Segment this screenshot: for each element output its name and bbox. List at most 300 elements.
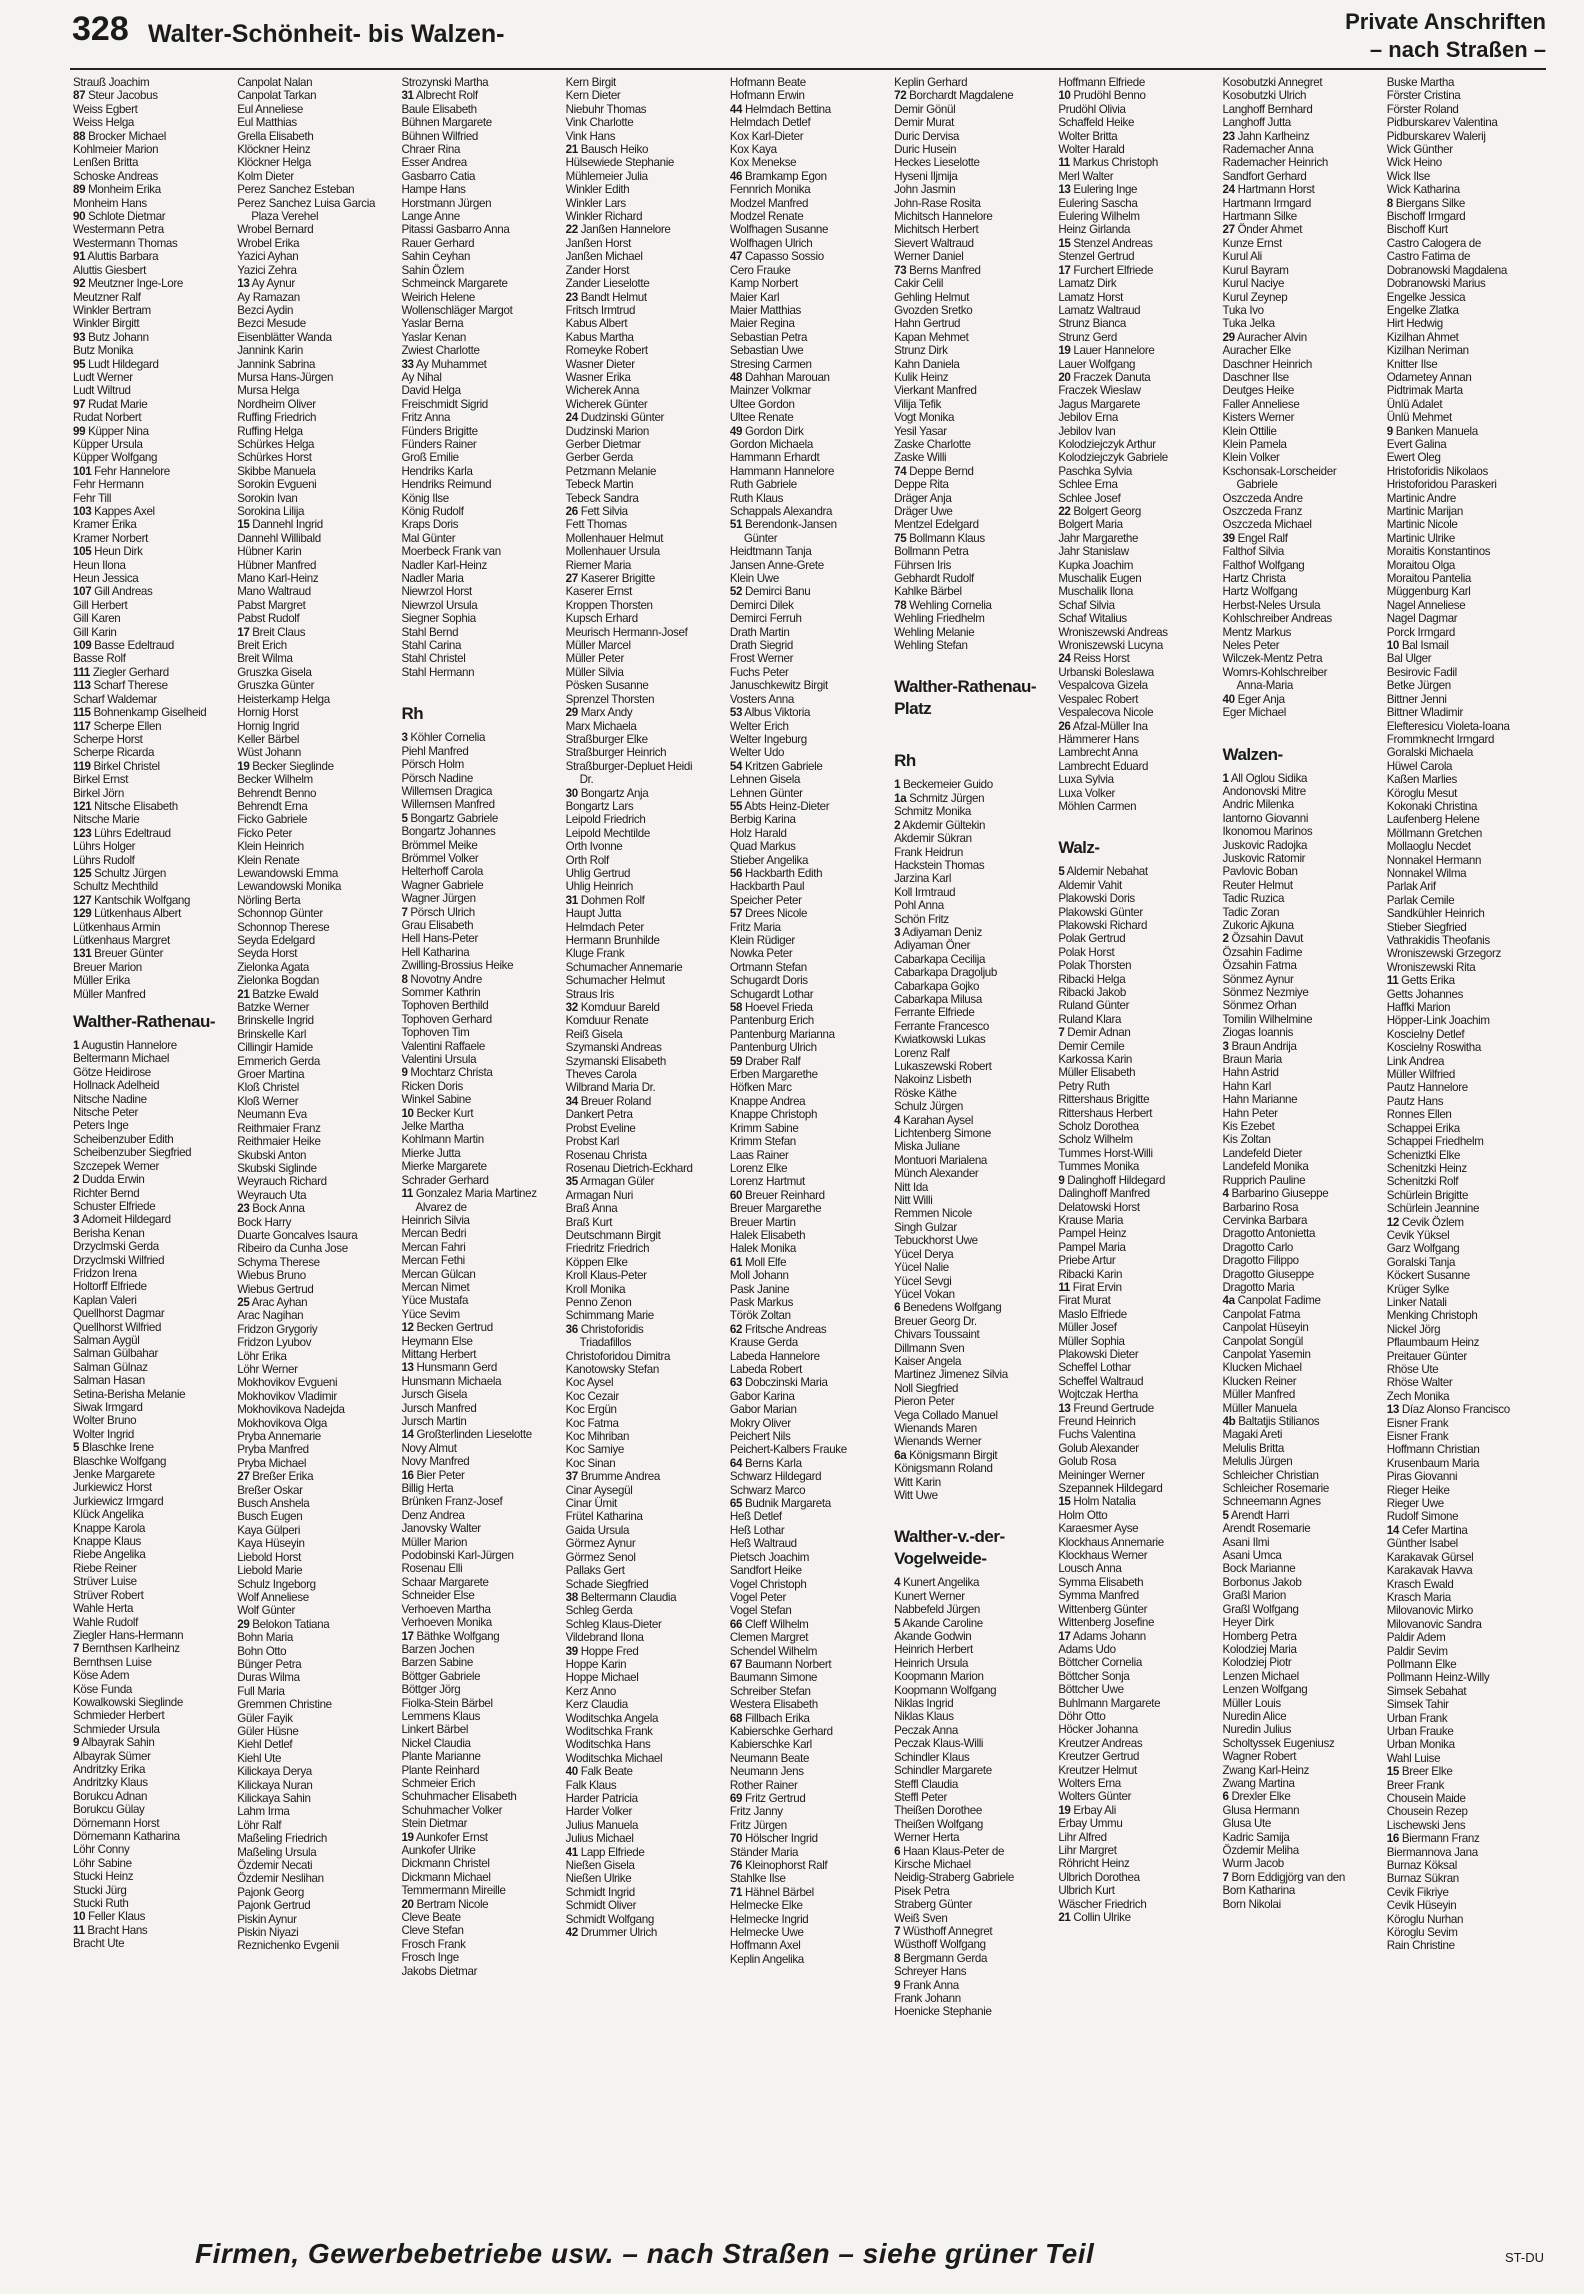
listing-entry: Kaya Hüseyin (237, 1537, 305, 1551)
house-number: 1 (73, 1039, 80, 1053)
listing-entry: Brünken Franz-Josef (401, 1495, 503, 1509)
listing-entry: Krüger Sylke (1386, 1282, 1449, 1296)
listing-entry: Döhr Otto (1058, 1709, 1106, 1723)
listing-entry: 76 Kleinophorst Ralf (729, 1859, 828, 1873)
section-heading (1345, 8, 1546, 64)
listing-entry: 39 Engel Ralf (1222, 531, 1288, 545)
listing-entry: Wagner Jürgen (401, 892, 476, 906)
listing-entry: 9 Dalinghoff Hildegard (1058, 1173, 1166, 1187)
listing-entry: Cinar Aysegül (565, 1483, 633, 1497)
listing-entry: Gabor Karina (729, 1389, 795, 1403)
listing-entry: Fett Thomas (565, 518, 627, 532)
listing-entry: Cevik Hüseyin (1386, 1899, 1457, 1913)
listing-entry: 27 Önder Ahmet (1222, 223, 1303, 237)
spacer (1058, 813, 1216, 827)
listing-entry: Wolf Günter (237, 1604, 296, 1618)
listing-entry: Piehl Manfred (401, 744, 469, 758)
listing-entry: Dobranowski Magdalena (1386, 263, 1508, 277)
listing-entry: Lenzen Wolfgang (1222, 1683, 1308, 1697)
listing-entry: Nowka Peter (729, 947, 793, 961)
listing-entry: Borukcu Adnan (73, 1789, 148, 1803)
listing-entry: Monheim Hans (73, 196, 147, 210)
listing-entry: Kern Dieter (565, 89, 621, 103)
listing-entry: Kunert Werner (894, 1589, 965, 1603)
listing-entry: Canpolat Hüseyin (1222, 1321, 1309, 1335)
listing-entry: Ikonomou Marinos (1222, 825, 1313, 839)
house-number: 73 (894, 263, 907, 277)
listing-entry: Sönmez Aynur (1222, 972, 1294, 986)
street-heading: Walz- (1058, 838, 1100, 858)
listing-entry: Reiß Gisela (565, 1027, 623, 1041)
listing-entry: Keplin Angelika (729, 1952, 804, 1966)
listing-entry: Delatowski Horst (1058, 1200, 1140, 1214)
house-number: 24 (1222, 183, 1235, 197)
listing-entry: Hübner Manfred (237, 558, 317, 572)
listing-entry: Hoenicke Stephanie (894, 2005, 992, 2019)
listing-entry: 17 Breit Claus (237, 625, 306, 639)
listing-entry: Hoffmann Elfriede (1058, 76, 1145, 89)
listing-entry: 5 Arendt Harri (1222, 1508, 1290, 1522)
listing-entry: Schumacher Helmut (565, 974, 665, 988)
listing-entry: Arac Nagihan (237, 1309, 304, 1323)
house-number: 10 (1386, 639, 1399, 653)
house-number: 41 (565, 1845, 578, 1859)
listing-entry: Wehling Melanie (894, 625, 975, 639)
listing-entry: Evert Galina (1386, 437, 1447, 451)
listing-entry: Cabarkapa Dragoljub (894, 966, 998, 980)
listing-entry: Sebastian Petra (729, 330, 808, 344)
header-rule (70, 68, 1546, 70)
listing-entry: Pollmann Elke (1386, 1657, 1457, 1671)
listing-entry: Cinar Ümit (565, 1497, 617, 1511)
listing-entry: Ulbrich Dorothea (1058, 1870, 1140, 1884)
listing-entry: Straberg Günter (894, 1898, 972, 1912)
listing-entry: 14 Großterlinden Lieselotte (401, 1428, 532, 1442)
listing-entry: Kreutzer Andreas (1058, 1736, 1143, 1750)
listing-entry: Westermann Thomas (73, 236, 178, 250)
listing-entry: Lambrecht Anna (1058, 746, 1138, 760)
listing-entry: Kis Zoltan (1222, 1133, 1271, 1147)
listing-entry: Wick Katharina (1386, 183, 1460, 197)
listing-entry: Bongartz Johannes (401, 825, 496, 839)
listing-entry: Werner Herta (894, 1831, 960, 1845)
listing-entry: Meininger Werner (1058, 1468, 1145, 1482)
listing-entry: Kupsch Erhard (565, 612, 638, 626)
listing-entry: Lütkenhaus Armin (73, 920, 161, 934)
house-number: 21 (237, 987, 250, 1001)
house-number: 4a (1222, 1294, 1235, 1308)
listing-entry: Pidtrimak Marta (1386, 384, 1463, 398)
listing-entry: Hahn Marianne (1222, 1093, 1298, 1107)
house-number: 129 (73, 907, 92, 921)
listing-entry: Hunsmann Michaela (401, 1374, 502, 1388)
listing-entry: Wasner Dieter (565, 357, 635, 371)
listing-entry: Vespalec Robert (1058, 692, 1139, 706)
listing-entry: 15 Stenzel Andreas (1058, 236, 1153, 250)
listing-entry: 107 Gill Andreas (73, 585, 153, 599)
listing-entry: Siegner Sophia (401, 612, 476, 626)
listing-entry: Holm Otto (1058, 1508, 1108, 1522)
listing-entry: Vespalecova Nicole (1058, 706, 1154, 720)
listing-entry: 26 Fett Silvia (565, 505, 628, 518)
listing-entry: Becker Wilhelm (237, 773, 313, 787)
listing-entry: Schugardt Doris (729, 974, 808, 988)
listing-entry: 2 Özsahin Davut (1222, 932, 1304, 946)
spacer (894, 726, 1052, 740)
listing-entry: Ferrante Elfriede (894, 1006, 975, 1020)
listing-entry: Borbonus Jakob (1222, 1575, 1302, 1589)
listing-entry: Zwiest Charlotte (401, 344, 480, 358)
listing-entry: Mollenhauer Helmut (565, 531, 664, 545)
listing-entry: Heckes Lieselotte (894, 156, 980, 170)
listing-entry: 109 Basse Edeltraud (73, 639, 174, 653)
listing-entry: Martinic Ulrike (1386, 531, 1455, 545)
house-number: 8 (401, 972, 408, 986)
listing-entry: Müller Manfred (1222, 1388, 1295, 1402)
listing-entry: 32 Komduur Bareld (565, 1001, 660, 1015)
listing-entry: Gruszka Günter (237, 679, 315, 693)
listing-entry: 31 Dohmen Rolf (565, 893, 645, 907)
listing-entry: 19 Erbay Ali (1058, 1803, 1116, 1817)
listing-entry: 15 Dannehl Ingrid (237, 518, 323, 532)
listing-entry: Bühnen Wilfried (401, 129, 479, 143)
listing-entry: Schlee Erna (1058, 478, 1118, 492)
listing-entry: 13 Ay Aynur (237, 277, 295, 291)
listing-entry: Schade Siegfried (565, 1577, 649, 1591)
listing-entry: 20 Bertram Nicole (401, 1897, 489, 1911)
house-number: 10 (73, 1910, 86, 1924)
listing-entry: Meutzner Ralf (73, 290, 141, 304)
listing-entry: Dobranowski Marius (1386, 277, 1486, 291)
listing-entry: Jelke Martha (401, 1120, 464, 1134)
house-number: 95 (73, 357, 86, 371)
listing-entry: Fridzon Irena (73, 1266, 137, 1280)
listing-entry: Wahle Herta (73, 1602, 134, 1616)
house-number: 17 (237, 625, 250, 639)
listing-entry: Wolter Harald (1058, 143, 1125, 157)
listing-entry: Parlak Cemile (1386, 893, 1455, 907)
listing-entry: Kolodziej Piotr (1222, 1656, 1292, 1670)
listing-entry: Tuka Jelka (1222, 317, 1275, 331)
house-number: 23 (565, 290, 578, 304)
listing-entry: Luxa Volker (1058, 786, 1116, 800)
listing-entry: Höfken Marc (729, 1081, 792, 1095)
house-number: 35 (565, 1175, 578, 1189)
house-number: 1 (894, 778, 901, 792)
listing-entry: Koc Mihriban (565, 1430, 630, 1444)
listing-entry: Ribacki Jakob (1058, 986, 1126, 999)
listing-entry: Horstmann Jürgen (401, 196, 492, 210)
listing-entry: Pidburskarev Walerij (1386, 129, 1486, 143)
listing-entry: Lewandowski Emma (237, 866, 338, 880)
house-number: 99 (73, 424, 86, 438)
listing-column (727, 76, 891, 2232)
listing-entry: Ruland Klara (1058, 1012, 1122, 1026)
listing-entry: 10 Bal Ismail (1386, 639, 1449, 653)
listing-entry: Pajonk Georg (237, 1885, 304, 1899)
listing-entry: Sönmez Orhan (1222, 999, 1297, 1013)
listing-entry: Zander Lieselotte (565, 277, 650, 291)
listing-entry: Mokhovikov Vladimir (237, 1389, 337, 1403)
listing-entry: Dalinghoff Manfred (1058, 1187, 1150, 1201)
house-number: 15 (237, 518, 250, 532)
listing-entry: Schneider Else (401, 1589, 475, 1603)
house-number: 16 (1386, 1832, 1399, 1846)
listing-entry: Hyseni Iljmija (894, 169, 958, 183)
listing-entry: Lehnen Günter (729, 786, 803, 800)
house-number: 27 (237, 1470, 250, 1484)
listing-entry: Günther Isabel (1386, 1537, 1458, 1551)
house-number: 5 (894, 1616, 901, 1630)
listing-entry: Niewrzol Ursula (401, 598, 478, 612)
listing-entry: Niebuhr Thomas (565, 102, 647, 116)
house-number: 57 (729, 907, 743, 921)
listing-entry: Tophoven Gerhard (401, 1012, 492, 1026)
listing-entry: Woditschka Michael (565, 1751, 663, 1765)
listing-entry: Gaida Ursula (565, 1523, 630, 1537)
listing-entry: Weiß Sven (894, 1911, 948, 1925)
listing-entry: Neles Peter (1222, 639, 1280, 653)
listing-entry: Ultee Gordon (729, 397, 795, 411)
listing-entry: Lihr Alfred (1058, 1830, 1107, 1844)
listing-entry: Oszczeda Michael (1222, 518, 1312, 532)
listing-entry: Kreutzer Helmut (1058, 1763, 1137, 1777)
listing-entry: Jagus Margarete (1058, 397, 1141, 411)
listing-entry: Lehnen Gisela (729, 773, 801, 787)
street-heading: Rh (894, 751, 916, 771)
listing-entry: Canpolat Songül (1222, 1334, 1304, 1348)
listing-entry: 46 Bramkamp Egon (729, 169, 827, 183)
listing-entry: Eulering Wilhelm (1058, 210, 1140, 224)
listing-entry: Andritzky Erika (73, 1762, 146, 1776)
listing-entry: Hirt Hedwig (1386, 317, 1443, 331)
listing-entry: Wehling Friedhelm (894, 612, 985, 626)
listing-entry: Deutschmann Birgit (565, 1228, 661, 1242)
listing-entry: Röske Käthe (894, 1086, 957, 1100)
listing-entry: Krasch Ewald (1386, 1577, 1454, 1591)
listing-entry: Polak Gertrud (1058, 932, 1126, 946)
listing-entry: Bock Marianne (1222, 1562, 1296, 1576)
listing-entry: 5 Aldemir Nebahat (1058, 865, 1148, 879)
listing-entry: Mano Karl-Heinz (237, 572, 319, 586)
listing-entry: Peichert-Kalbers Frauke (729, 1443, 847, 1457)
listing-entry: Kahn Daniela (894, 357, 960, 371)
listing-entry: Dragotto Maria (1222, 1280, 1295, 1294)
listing-entry: Güler Fayik (237, 1711, 293, 1725)
listing-entry: Cabarkapa Gojko (894, 979, 980, 993)
spacer (894, 1502, 1052, 1516)
listing-entry: Burnaz Sükran (1386, 1872, 1459, 1886)
listing-column (234, 76, 398, 2232)
listing-entry: Pörsch Nadine (401, 771, 473, 785)
listing-entry: Vink Hans (565, 129, 616, 143)
listing-entry: Lorenz Hartmut (729, 1175, 805, 1189)
listing-entry: 91 Aluttis Barbara (73, 250, 159, 264)
listing-entry: Münch Alexander (894, 1167, 979, 1181)
listing-entry: Sandfort Gerhard (1222, 169, 1307, 183)
listing-entry: Lousch Anna (1058, 1562, 1122, 1576)
listing-entry: Hollnack Adelheid (73, 1079, 160, 1093)
listing-entry: Basse Rolf (73, 652, 126, 666)
listing-entry: Koopmann Wolfgang (894, 1683, 997, 1697)
house-number: 7 (73, 1642, 80, 1656)
listing-entry: 63 Dobczinski Maria (729, 1376, 828, 1390)
listing-entry: Adiyaman Öner (894, 939, 971, 953)
listing-entry: 4b Baltatjis Stilianos (1222, 1415, 1320, 1428)
house-number: 11 (1386, 974, 1399, 988)
listing-entry: 97 Rudat Marie (73, 397, 148, 411)
listing-entry: 37 Brumme Andrea (565, 1470, 660, 1484)
listing-entry: 40 Eger Anja (1222, 692, 1285, 706)
listing-entry: Nabbefeld Jürgen (894, 1603, 981, 1617)
listing-entry: 2 Dudda Erwin (73, 1173, 145, 1187)
listing-entry: Sprenzel Thorsten (565, 692, 655, 706)
listing-entry: Paldir Adem (1386, 1631, 1446, 1645)
listing-entry: 29 Auracher Alvin (1222, 330, 1307, 344)
listing-entry: Symma Elisabeth (1058, 1575, 1144, 1589)
listing-entry: Pavlovic Boban (1222, 865, 1298, 879)
listing-entry: Köroglu Sevim (1386, 1926, 1458, 1940)
listing-entry: Kohlschreiber Andreas (1222, 612, 1332, 626)
listing-entry: 53 Albus Viktoria (729, 706, 811, 720)
listing-entry: Heun Ilona (73, 558, 126, 572)
house-number: 75 (894, 531, 907, 545)
listing-entry: Sönmez Nezmiye (1222, 986, 1309, 999)
house-number: 11 (401, 1187, 413, 1201)
house-number: 42 (565, 1926, 578, 1940)
listing-entry: Schmitz Monika (894, 805, 972, 819)
listing-entry: Probst Karl (565, 1135, 620, 1149)
listing-entry: Juskovic Ratomir (1222, 851, 1306, 865)
listing-entry: Hendriks Reimund (401, 478, 492, 492)
listing-entry: Wolf Anneliese (237, 1590, 309, 1604)
listing-column (563, 76, 727, 2232)
listing-entry: Klein Uwe (729, 572, 779, 586)
listing-entry: Polak Horst (1058, 945, 1115, 959)
listing-entry: Salman Gülnaz (73, 1360, 148, 1374)
listing-entry: Sandfort Heike (729, 1564, 802, 1578)
listing-entry: 115 Bohnenkamp Giselheid (73, 706, 207, 720)
listing-entry: Schmeier Erich (401, 1776, 476, 1790)
listing-entry: Deutges Heike (1222, 384, 1295, 398)
listing-entry: Hartz Christa (1222, 572, 1286, 586)
house-number: 65 (729, 1497, 743, 1511)
house-number: 5 (401, 811, 408, 825)
listing-entry: Klein Heinrich (237, 840, 304, 854)
listing-entry: Akande Godwin (894, 1630, 972, 1644)
listing-entry: Welter Ingeburg (729, 732, 807, 746)
listing-entry: Falthof Wolfgang (1222, 558, 1305, 572)
listing-entry: 3 Braun Andrija (1222, 1039, 1297, 1053)
listing-entry: Hübner Karin (237, 545, 302, 559)
listing-entry: 111 Ziegler Gerhard (73, 665, 169, 679)
listing-entry: Ficko Gabriele (237, 813, 308, 827)
house-number: 13 (1386, 1403, 1399, 1417)
listing-entry: Förster Cristina (1386, 89, 1461, 103)
house-number: 90 (73, 210, 86, 224)
house-number: 8 (894, 1951, 901, 1965)
listing-entry: Kis Ezebet (1222, 1120, 1275, 1134)
listing-entry: Januschkewitz Birgit (729, 679, 828, 693)
listing-entry: Jannink Sabrina (237, 357, 316, 371)
listing-entry: 123 Lührs Edeltraud (73, 826, 171, 840)
listing-entry: Bühnen Margarete (401, 116, 492, 130)
listing-entry: Rudolf Simone (1386, 1510, 1459, 1524)
listing-entry: Tummes Monika (1058, 1160, 1140, 1174)
listing-entry: Polak Thorsten (1058, 959, 1132, 973)
listing-entry: Bezci Aydin (237, 303, 294, 317)
house-number: 3 (1222, 1039, 1229, 1053)
listing-entry: Grella Elisabeth (237, 129, 314, 143)
listing-entry: Klockhaus Annemarie (1058, 1535, 1164, 1549)
listing-entry: Winkler Edith (565, 183, 630, 197)
listing-entry: Modzel Manfred (729, 196, 809, 210)
listing-entry: Schugardt Lothar (729, 987, 814, 1001)
listing-entry: Maslo Elfriede (1058, 1307, 1127, 1321)
listing-entry: Wahle Rudolf (73, 1615, 138, 1629)
listing-entry: Müller Louis (1222, 1696, 1281, 1710)
listing-entry: Heidtmann Tanja (729, 545, 812, 559)
listing-entry: Witt Uwe (894, 1489, 938, 1502)
house-number: 103 (73, 505, 92, 518)
listing-entry: Betke Jürgen (1386, 679, 1451, 693)
listing-entry: Koc Sinan (565, 1456, 616, 1470)
listing-entry: Eul Anneliese (237, 102, 303, 116)
listing-entry: Wüst Johann (237, 746, 302, 760)
listing-entry: 7 Bernthsen Karlheinz (73, 1642, 180, 1656)
listing-entry: Reznichenko Evgenii (237, 1939, 339, 1953)
listing-entry: Mentzel Edelgard (894, 518, 979, 532)
listing-entry: Orth Rolf (565, 853, 609, 867)
listing-entry: Krasch Maria (1386, 1590, 1451, 1604)
listing-entry: 59 Draber Ralf (729, 1054, 801, 1068)
listing-entry: Salman Gülbahar (73, 1347, 158, 1361)
listing-entry: Ludt Wiltrud (73, 384, 131, 398)
listing-entry: Breuer Margarethe (729, 1202, 822, 1216)
listing-entry: Hahn Peter (1222, 1106, 1278, 1120)
listing-entry: Rosenau Elli (401, 1562, 463, 1576)
house-number: 60 (729, 1188, 743, 1202)
listing-entry: Verhoeven Martha (401, 1602, 491, 1616)
listing-entry: Jarzina Karl (894, 872, 952, 886)
listing-entry: Böttger Jörg (401, 1683, 461, 1697)
listing-entry: Klucken Michael (1222, 1361, 1302, 1375)
listing-entry: Lenzen Michael (1222, 1669, 1299, 1683)
listing-entry: Haffki Marion (1386, 1001, 1451, 1015)
listing-entry: Hornig Ingrid (237, 719, 300, 733)
listing-entry: Küpper Wolfgang (73, 451, 158, 465)
listing-entry: Erbay Ummu (1058, 1817, 1123, 1831)
listing-entry: Mursa Hans-Jürgen (237, 370, 334, 384)
listing-entry: Moll Johann (729, 1269, 789, 1283)
listing-entry: Woditschka Angela (565, 1711, 659, 1725)
listing-entry: Mokhovikov Evgueni (237, 1376, 338, 1390)
listing-entry: Schürlein Jeannine (1386, 1202, 1480, 1216)
house-number: 101 (73, 464, 92, 478)
listing-entry: 13 Freund Gertrude (1058, 1401, 1154, 1415)
listing-entry: Hoppe Karin (565, 1657, 627, 1671)
listing-entry: Köse Funda (73, 1682, 133, 1696)
listing-entry: Priebe Artur (1058, 1254, 1116, 1268)
listing-entry: Bock Harry (237, 1215, 292, 1229)
listing-entry: Nagel Dagmar (1386, 612, 1458, 626)
listing-entry: Laufenberg Helene (1386, 813, 1480, 827)
listing-entry: Müller Manuela (1222, 1401, 1297, 1415)
listing-entry: Jannink Karin (237, 344, 303, 358)
listing-entry: Köppen Elke (565, 1255, 628, 1269)
listing-entry: Oszczeda Franz (1222, 505, 1303, 518)
house-number: 22 (565, 223, 578, 237)
